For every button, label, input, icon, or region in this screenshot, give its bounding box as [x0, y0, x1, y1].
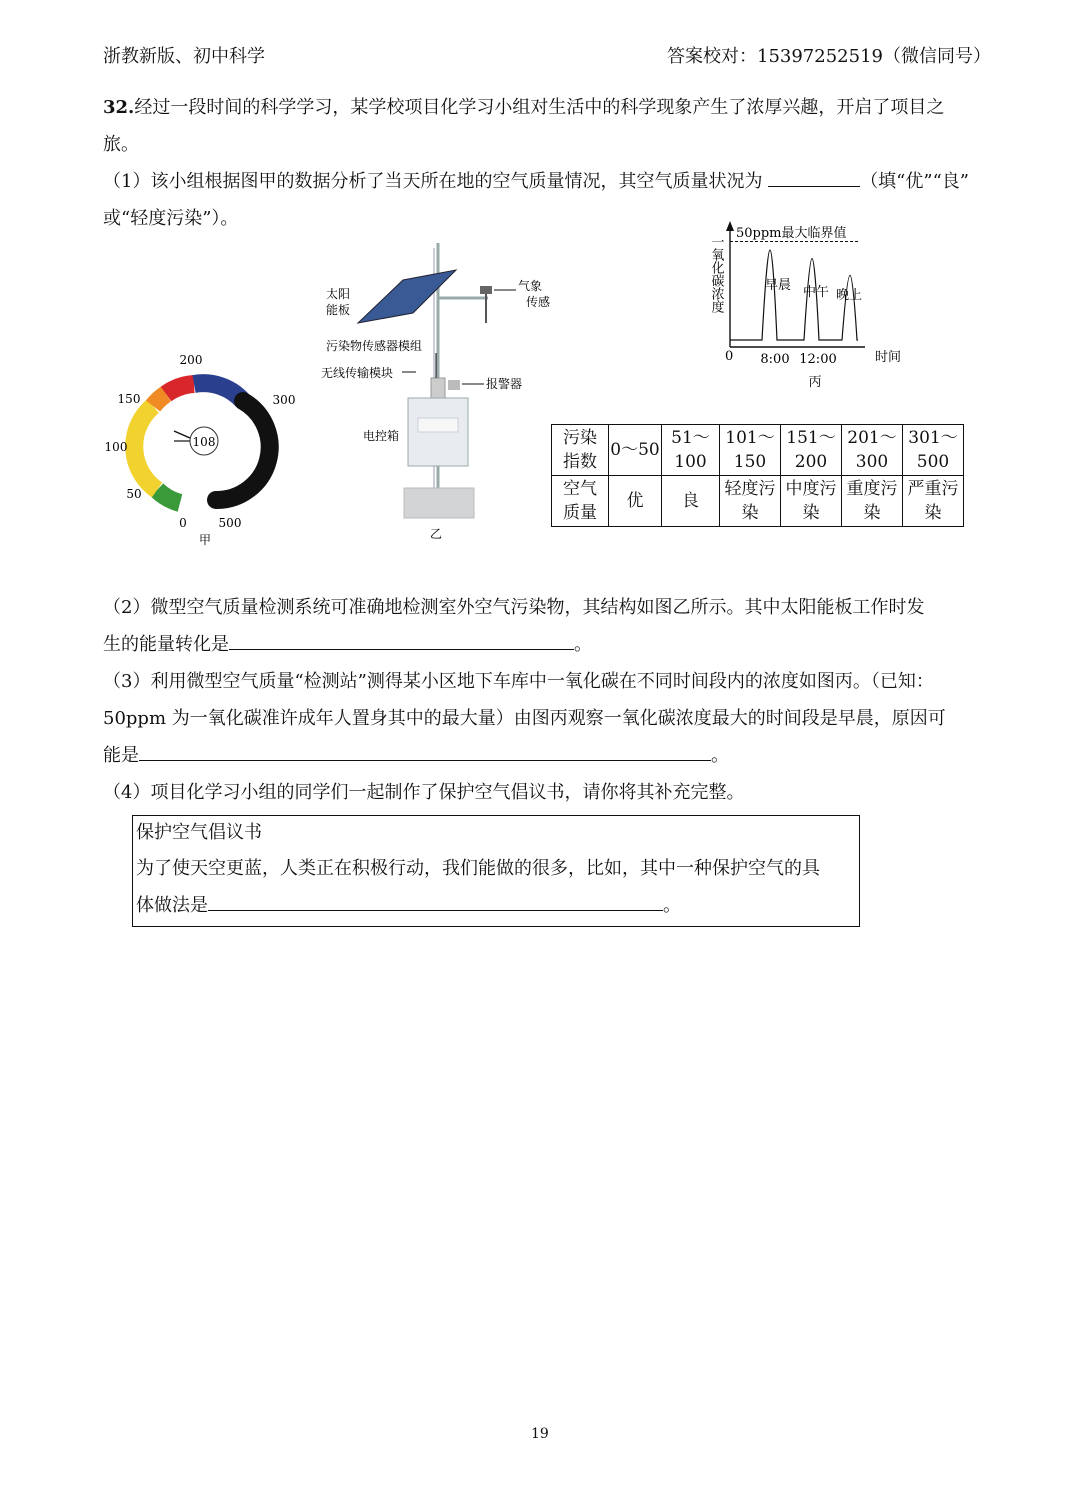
- weather-sensor: [480, 286, 492, 294]
- svg-text:300: 300: [272, 393, 296, 407]
- threshold-label: 50ppm最大临界值: [736, 226, 847, 241]
- answer-blank-2[interactable]: [229, 635, 574, 650]
- part3-text-3: 能是 。: [103, 745, 729, 766]
- peak-label: 早晨: [764, 278, 792, 293]
- svg-text:0: 0: [179, 516, 187, 530]
- table-cell: 中度污 染: [781, 476, 842, 527]
- header-right: 答案校对：15397252519（微信同号）: [667, 46, 991, 67]
- table-cell: 轻度污 染: [720, 476, 781, 527]
- part1-text: （1）该小组根据图甲的数据分析了当天所在地的空气质量情况，其空气质量状况为 （填“优”“良”: [103, 171, 969, 192]
- wireless-label: 无线传输模块: [321, 366, 394, 380]
- x-tick-label: 8:00: [760, 352, 790, 367]
- table-cell: 201～ 300: [842, 425, 903, 476]
- table-cell: 301～ 500: [903, 425, 964, 476]
- aqi-table: [551, 424, 964, 527]
- table-cell: 101～ 150: [720, 425, 781, 476]
- part1-text-2: 或“轻度污染”）。: [103, 208, 239, 229]
- figure-station: [318, 238, 558, 548]
- table-cell: 重度污 染: [842, 476, 903, 527]
- chart-xlabel: 时间: [874, 350, 902, 365]
- figure-label-jia: 甲: [198, 533, 212, 547]
- gauge-segment-good: [157, 490, 180, 503]
- table-row: [552, 476, 964, 527]
- question-intro-2: 旅。: [103, 134, 139, 155]
- gauge-value: 108: [192, 435, 216, 449]
- gauge-segment-severe: [216, 401, 270, 500]
- proposal-line-1: 为了使天空更蓝，人类正在积极行动，我们能做的很多，比如，其中一种保护空气的具: [136, 858, 820, 879]
- figure-co-chart: [700, 215, 920, 395]
- svg-text:太阳能板: 太阳能板: [326, 287, 351, 317]
- alarm-label: 报警器: [486, 377, 523, 391]
- part4-text: （4）项目化学习小组的同学们一起制作了保护空气倡议书，请你将其补充完整。: [103, 782, 745, 803]
- table-cell: 优: [609, 476, 662, 527]
- answer-blank-1[interactable]: [768, 172, 860, 187]
- alarm: [448, 380, 460, 390]
- part2-text-2: 生的能量转化是 。: [103, 634, 592, 655]
- gauge-segment-moderate: [134, 406, 157, 490]
- box-label: 电控箱: [363, 429, 400, 443]
- gauge-needle: [174, 431, 190, 438]
- question-number: 32.: [103, 97, 135, 118]
- question-intro: 32.经过一段时间的科学学习，某学校项目化学习小组对生活中的科学现象产生了浓厚兴趣，开启了项目之: [103, 97, 945, 118]
- table-cell: 空气 质量: [552, 476, 609, 527]
- proposal-line-2: 体做法是 。: [136, 895, 681, 916]
- page-number: 19: [531, 1426, 549, 1442]
- part3-text-2: 50ppm 为一氧化碳准许成年人置身其中的最大量）由图丙观察一氧化碳浓度最大的时间段是早晨，原因可: [103, 708, 946, 729]
- table-cell: 51～ 100: [662, 425, 720, 476]
- answer-blank-4[interactable]: [208, 896, 663, 911]
- peak-label: 晚上: [835, 288, 863, 303]
- answer-blank-3[interactable]: [139, 746, 711, 761]
- svg-text:100: 100: [104, 440, 128, 454]
- part3-text: （3）利用微型空气质量“检测站”测得某小区地下车库中一氧化碳在不同时间段内的浓度如图丙。（已知：: [103, 671, 934, 692]
- proposal-title: 保护空气倡议书: [136, 822, 262, 843]
- proposal-box: [132, 815, 860, 927]
- figure-gauge: [100, 350, 300, 550]
- svg-text:500: 500: [218, 516, 242, 530]
- table-cell: 严重污 染: [903, 476, 964, 527]
- figure-label-yi: 乙: [429, 527, 443, 541]
- figure-label-bing: 丙: [808, 375, 822, 390]
- header-left: 浙教新版、初中科学: [103, 46, 265, 67]
- table-row: [552, 425, 964, 476]
- svg-text:50: 50: [126, 487, 142, 501]
- chart-origin: 0: [725, 349, 734, 364]
- chart-ylabel-vertical: 一氧化碳浓度: [708, 235, 724, 313]
- sensor-label: 污染物传感器模组: [326, 339, 423, 353]
- svg-text:气象传感: 气象传感: [518, 279, 551, 309]
- part2-text: （2）微型空气质量检测系统可准确地检测室外空气污染物，其结构如图乙所示。其中太阳能板工作时发: [103, 597, 925, 618]
- peak-label: 中午: [802, 285, 830, 300]
- svg-text:150: 150: [117, 392, 141, 406]
- gauge-segment-light: [153, 394, 166, 406]
- table-cell: 良: [662, 476, 720, 527]
- table-cell: 污染 指数: [552, 425, 609, 476]
- table-cell: 0～50: [609, 425, 662, 476]
- table-cell: 151～ 200: [781, 425, 842, 476]
- svg-text:200: 200: [179, 353, 203, 367]
- x-tick-label: 12:00: [799, 352, 837, 367]
- gauge-segment-medium: [166, 384, 194, 394]
